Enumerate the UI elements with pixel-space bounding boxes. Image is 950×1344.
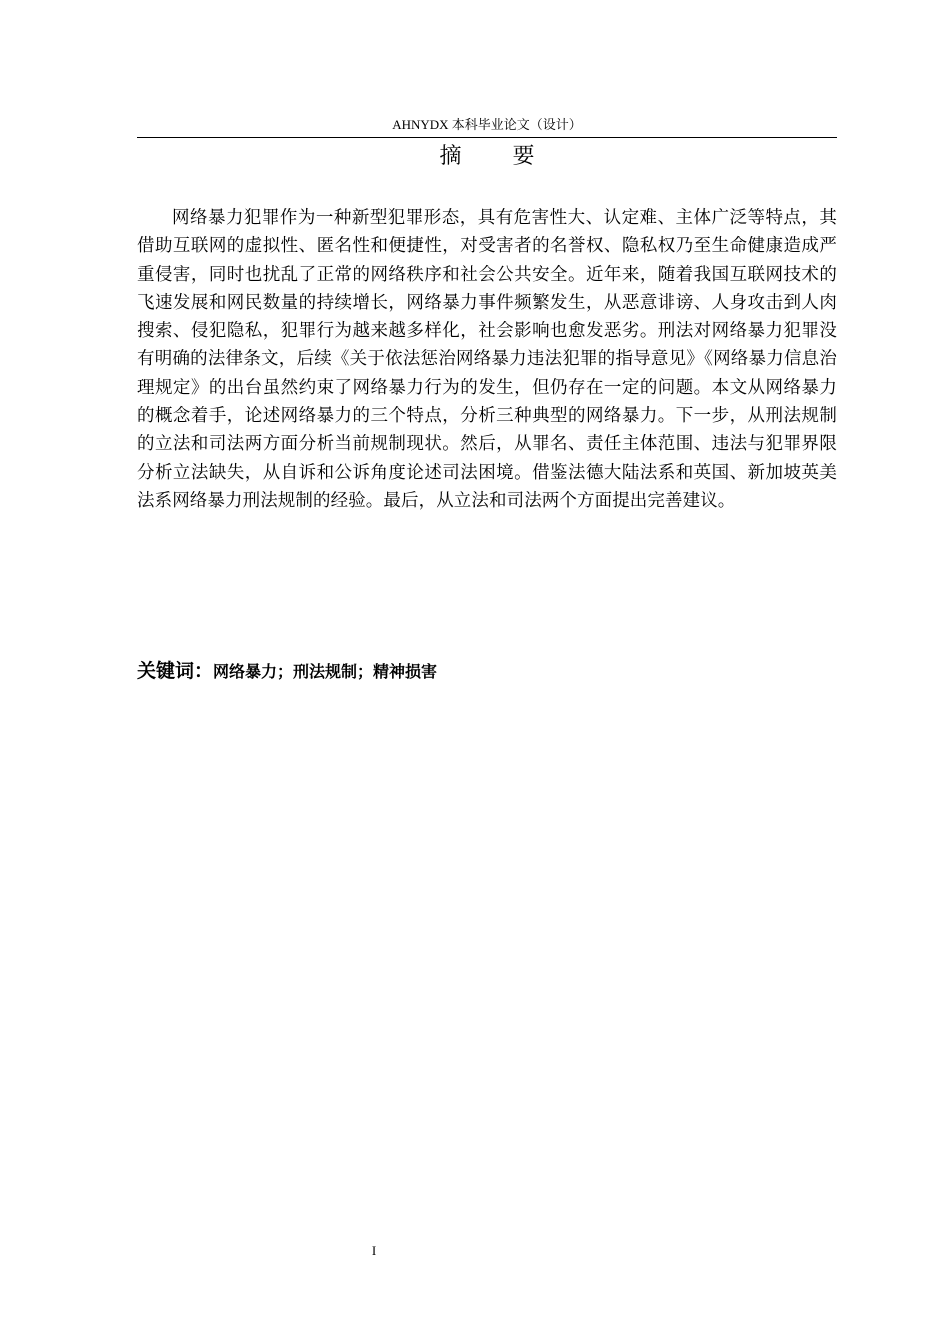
running-header: AHNYDX 本科毕业论文（设计） — [392, 117, 582, 132]
page-number: I — [371, 1243, 377, 1258]
keywords-value: 网络暴力；刑法规制；精神损害 — [213, 662, 438, 681]
abstract-title: 摘 要 — [439, 144, 557, 169]
header-divider — [137, 137, 837, 138]
abstract-body: 网络暴力犯罪作为一种新型犯罪形态，具有危害性大、认定难、主体广泛等特点，其借助互联网的虚拟性、匿名性和便捷性，对受害者的名誉权、隐私权乃至生命健康造成严重侵害，同时也扰乱了正常的网络秩序和社会公共安全。近年来，随着我国互联网技术的飞速发展和网民数量的持续增长，网络暴力事件频繁发生，从恶意诽谤、人身攻击到人肉搜索、侵犯隐私，犯罪行为越来越多样化，社会影响也愈发恶劣。刑法对网络暴力犯罪没有明确的法律条文，后续《关于依法惩治网络暴力违法犯罪的指导意见》《网络暴力信息治理规定》的出台虽然约束了网络暴力行为的发生，但仍存在一定的问题。本文从网络暴力的概念着手，论述网络暴力的三个特点，分析三种典型的网络暴力。下一步，从刑法规制的立法和司法两方面分析当前规制现状。然后，从罪名、责任主体范围、违法与犯罪界限分析立法缺失，从自诉和公诉角度论述司法困境。借鉴法德大陆法系和英国、新加坡英美法系网络暴力刑法规制的经验。最后，从立法和司法两个方面提出完善建议。 — [137, 208, 837, 511]
keywords-line — [137, 657, 837, 686]
keywords-label: 关键词： — [137, 660, 214, 682]
